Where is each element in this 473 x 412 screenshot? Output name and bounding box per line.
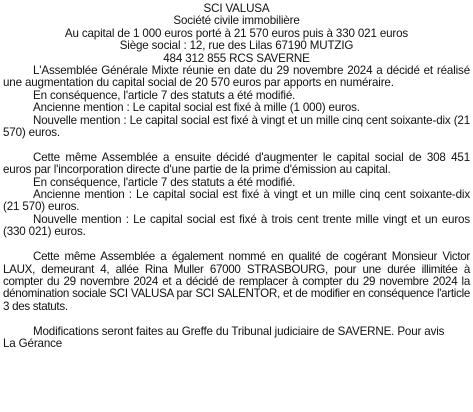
- paragraph-new-mention-2: Nouvelle mention : Le capital social est fixé à trois cent trente mille vingt et un euros (330 021) euros.: [3, 212, 470, 239]
- company-capital: Au capital de 1 000 euros porté à 21 570 euros puis à 330 021 euros: [64, 26, 409, 40]
- registered-office: Siège social : 12, rue des Lilas 67190 MUTZIG: [119, 39, 354, 53]
- company-name: SCI VALUSA: [203, 2, 270, 15]
- company-form: Société civile immobilière: [173, 14, 300, 28]
- spacer: [3, 139, 470, 151]
- spacer: [3, 313, 470, 325]
- paragraph-consequence-2: En conséquence, l'article 7 des statuts a été modifié.: [33, 175, 296, 189]
- rcs-number: 484 312 855 RCS SAVERNE: [163, 51, 310, 65]
- paragraph-cogerant-appointment: Cette même Assemblée a également nommé en qualité de cogérant Monsieur Victor LAUX, demeurant 4, allée Rina Muller 67000 STRASBOURG, pour une durée illimitée à compter du 29 novembre 2024 et a décidé de remplacer à compter du 29 novembre 2024 la dénomination sociale SCI VALUSA par SCI SALENTOR, et de modifier en conséquence l'article 3 des statuts.: [3, 250, 470, 313]
- paragraph-consequence-1: En conséquence, l'article 7 des statuts a été modifié.: [33, 88, 296, 102]
- paragraph-capital-increase-2: Cette même Assemblée a ensuite décidé d'augmenter le capital social de 308 451 euros par l'incorporation directe d'une partie de la prime d'émission au capital.: [3, 150, 470, 177]
- paragraph-capital-increase-1: L'Assemblée Générale Mixte réunie en date du 29 novembre 2024 a décidé et réalisé une augmentation du capital social de 20 570 euros par apports en numéraire.: [3, 64, 470, 90]
- signature: La Gérance: [3, 336, 63, 350]
- paragraph-new-mention-1: Nouvelle mention : Le capital social est fixé à vingt et un mille cinq cent soixante-dix (21 570) euros.: [3, 113, 470, 140]
- paragraph-old-mention-1: Ancienne mention : Le capital social est fixé à mille (1 000) euros.: [33, 101, 360, 115]
- paragraph-registry-filing: Modifications seront faites au Greffe du Tribunal judiciaire de SAVERNE. Pour avis: [33, 324, 445, 338]
- paragraph-old-mention-2: Ancienne mention : Le capital social est fixé à vingt et un mille cinq cent soixante-dix (21 570) euros.: [3, 188, 470, 214]
